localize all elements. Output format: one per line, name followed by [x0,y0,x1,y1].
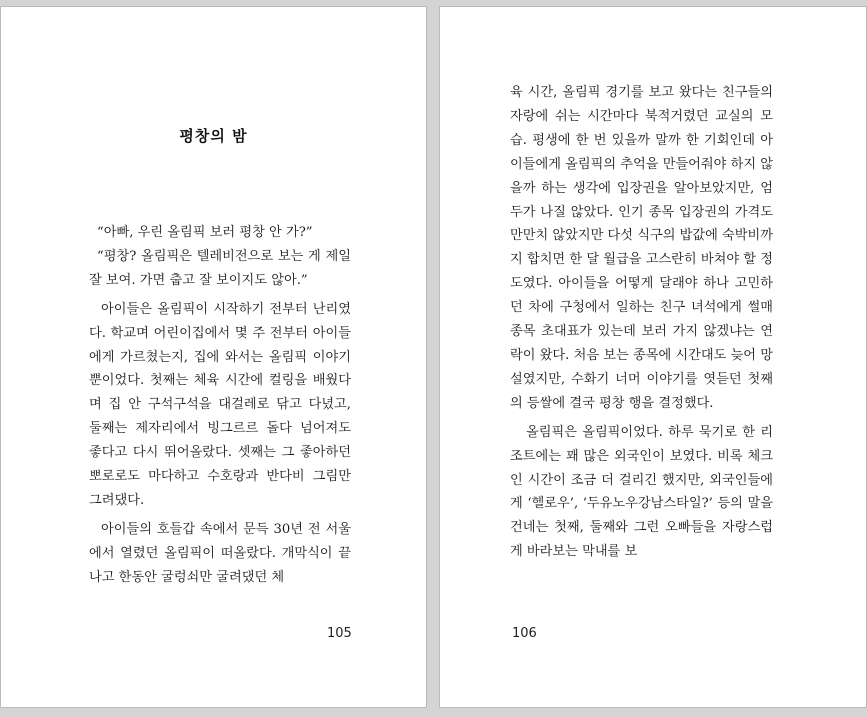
left-page-body [89,221,351,590]
page-number: 106 [512,626,537,641]
paragraph: 아이들은 올림픽이 시작하기 전부터 난리였다. 학교며 어린이집에서 몇 주 전부터 아이들에게 가르쳤는지, 집에 와서는 올림픽 이야기뿐이었다. 첫째는 체육 시간에 컬링을 배웠다며 집 안 구석구석을 대걸레로 닦고 다녔고, 둘째는 제자리에서 빙그르르 돌다 넘어져도 좋다고 다시 뛰어올랐다. 셋째는 그 좋아하던 뽀로로도 마다하고 수호랑과 반다비 그림만 그려댔다. [89,301,351,508]
left-page [0,6,427,708]
right-page-body [510,81,773,564]
page-number: 105 [327,626,352,641]
chapter-title: 평창의 밤 [179,127,248,145]
paragraph: 육 시간, 올림픽 경기를 보고 왔다는 친구들의 자랑에 쉬는 시간마다 북적거렸던 교실의 모습. 평생에 한 번 있을까 말까 한 기회인데 아이들에게 올림픽의 추억을 만들어줘야 하지 않을까 하는 생각에 입장권을 알아보았지만, 엄두가 나질 않았다. 인기 종목 입장권의 가격도 만만치 않았지만 다섯 식구의 밥값에 숙박비까지 합치면 한 달 월급을 고스란히 바쳐야 할 정도였다. 아이들을 어떻게 달래야 하나 고민하던 차에 구청에서 일하는 친구 녀석에게 썰매종목 초대표가 있는데 보러 가지 않겠냐는 연락이 왔다. 처음 보는 종목에 시간대도 늦어 망설였지만, 수화기 너머 이야기를 엿듣던 첫째의 등쌀에 결국 평창 행을 결정했다. [510,85,774,411]
paragraph: “평창? 올림픽은 텔레비전으로 보는 게 제일 잘 보여. 가면 춥고 잘 보이지도 않아.” [89,248,351,288]
paragraph: “아빠, 우린 올림픽 보러 평창 안 가?” [97,225,313,240]
paragraph: 올림픽은 올림픽이었다. 하루 묵기로 한 리조트에는 꽤 많은 외국인이 보였다. 비록 체크인 시간이 조금 더 걸리긴 했지만, 외국인들에게 ‘헬로우’, ‘두유노우강남스타일?’ 등의 말을 건네는 첫째, 둘째와 그런 오빠들을 자랑스럽게 바라보는 막내를 보 [510,424,773,560]
right-page [439,6,867,708]
paragraph: 아이들의 호들갑 속에서 문득 30년 전 서울에서 열렸던 올림픽이 떠올랐다. 개막식이 끝나고 한동안 굴렁쇠만 굴려댔던 체 [89,521,351,585]
